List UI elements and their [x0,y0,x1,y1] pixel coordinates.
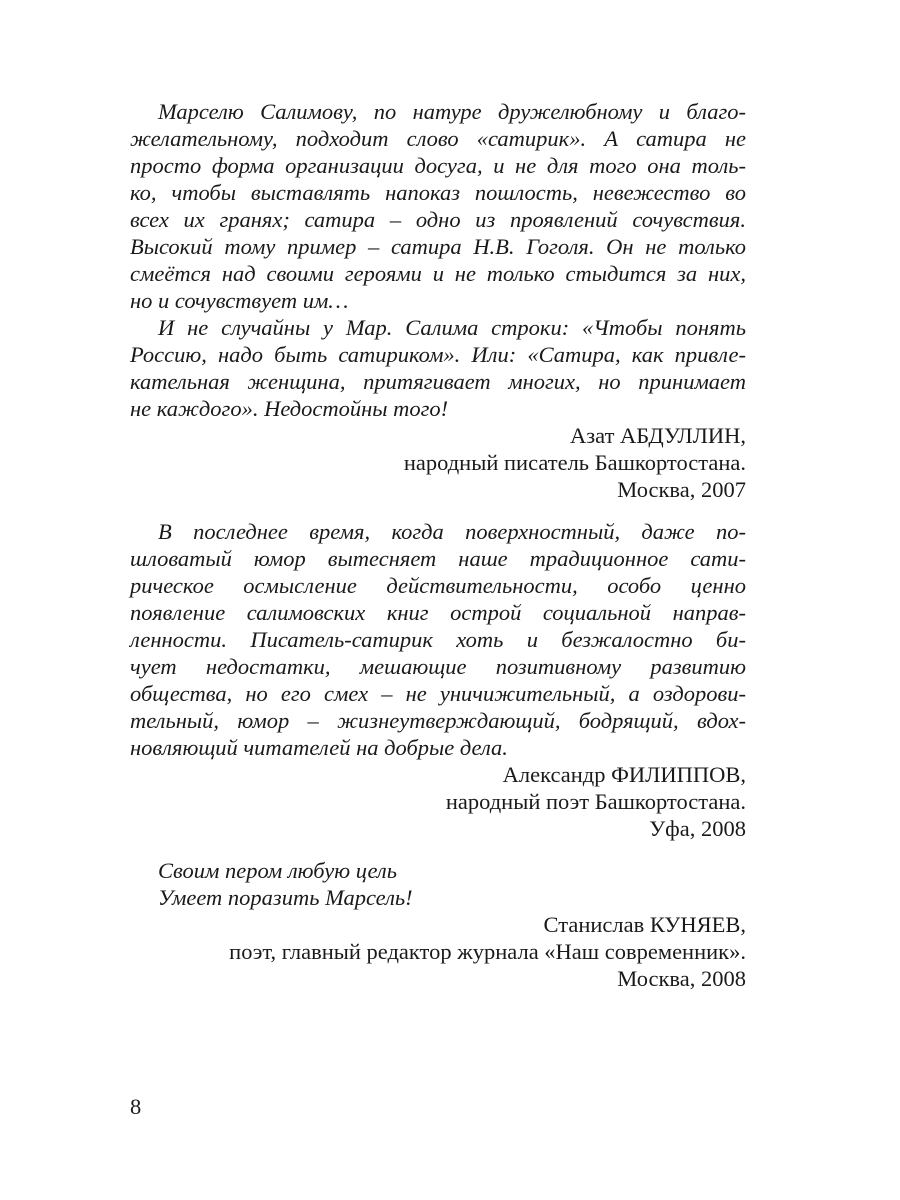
quote-line: не каждого». Недостойны того! [130,396,449,421]
quote-line: кательная женщина, притягивает многих, но принимает [130,369,746,394]
quote-line: шловатый юмор вытесняет наше традиционное сати- [130,546,746,571]
verse-line: Своим пером любую цель [158,858,397,883]
quote-line: рическое осмысление действительности, особо ценно [130,573,746,598]
quote-line: появление салимовских книг острой социальной направ- [130,600,746,625]
place-year: Москва, 2007 [617,477,746,502]
quote-line: просто форма организации досуга, и не для того она толь- [130,153,746,178]
author-name: Александр ФИЛИППОВ, [502,762,746,787]
quote-line: всех их гранях; сатира – одно из проявлений сочувствия. [130,207,746,232]
quote-line: тельный, юмор – жизнеутверждающий, бодрящий, вдох- [130,708,746,733]
quote-line: смеётся над своими героями и не только стыдится за них, [130,261,746,286]
quote-line: чует недостатки, мешающие позитивному развитию [130,654,746,679]
quote-line: желательному, подходит слово «сатирик». А сатира не [130,126,746,151]
author-title: народный писатель Башкортостана. [403,450,746,475]
page-number: 8 [130,1094,142,1119]
quote-abdullin [130,98,746,503]
quote-line: Россию, надо быть сатириком». Или: «Сатира, как привле- [130,342,746,367]
quote-line: Высокий тому пример – сатира Н.В. Гоголя. Он не только [130,234,746,259]
quote-line: И не случайны у Мар. Салима строки: «Чтобы понять [158,315,746,340]
verse-line: Умеет поразить Марсель! [158,885,413,910]
quote-line: Марселю Салимову, по натуре дружелюбному и благо- [158,99,746,124]
author-name: Азат АБДУЛЛИН, [570,423,746,448]
quote-line: ленности. Писатель-сатирик хоть и безжалостно би- [130,627,746,652]
author-title: народный поэт Башкортостана. [445,789,746,814]
quote-line: В последнее время, когда поверхностный, даже по- [158,519,746,544]
quote-line: но и сочувствует им… [130,288,349,313]
author-title: поэт, главный редактор журнала «Наш современник». [229,939,746,964]
author-name: Станислав КУНЯЕВ, [543,912,746,937]
place-year: Уфа, 2008 [649,816,746,841]
quote-line: общества, но его смех – не уничижительный, а оздорови- [130,681,746,706]
quote-kunyaev [130,857,746,992]
place-year: Москва, 2008 [617,966,746,991]
quote-line: ко, чтобы выставлять напоказ пошлость, невежество во [130,180,746,205]
quote-filippov [130,518,746,842]
quote-line: новляющий читателей на добрые дела. [130,735,508,760]
